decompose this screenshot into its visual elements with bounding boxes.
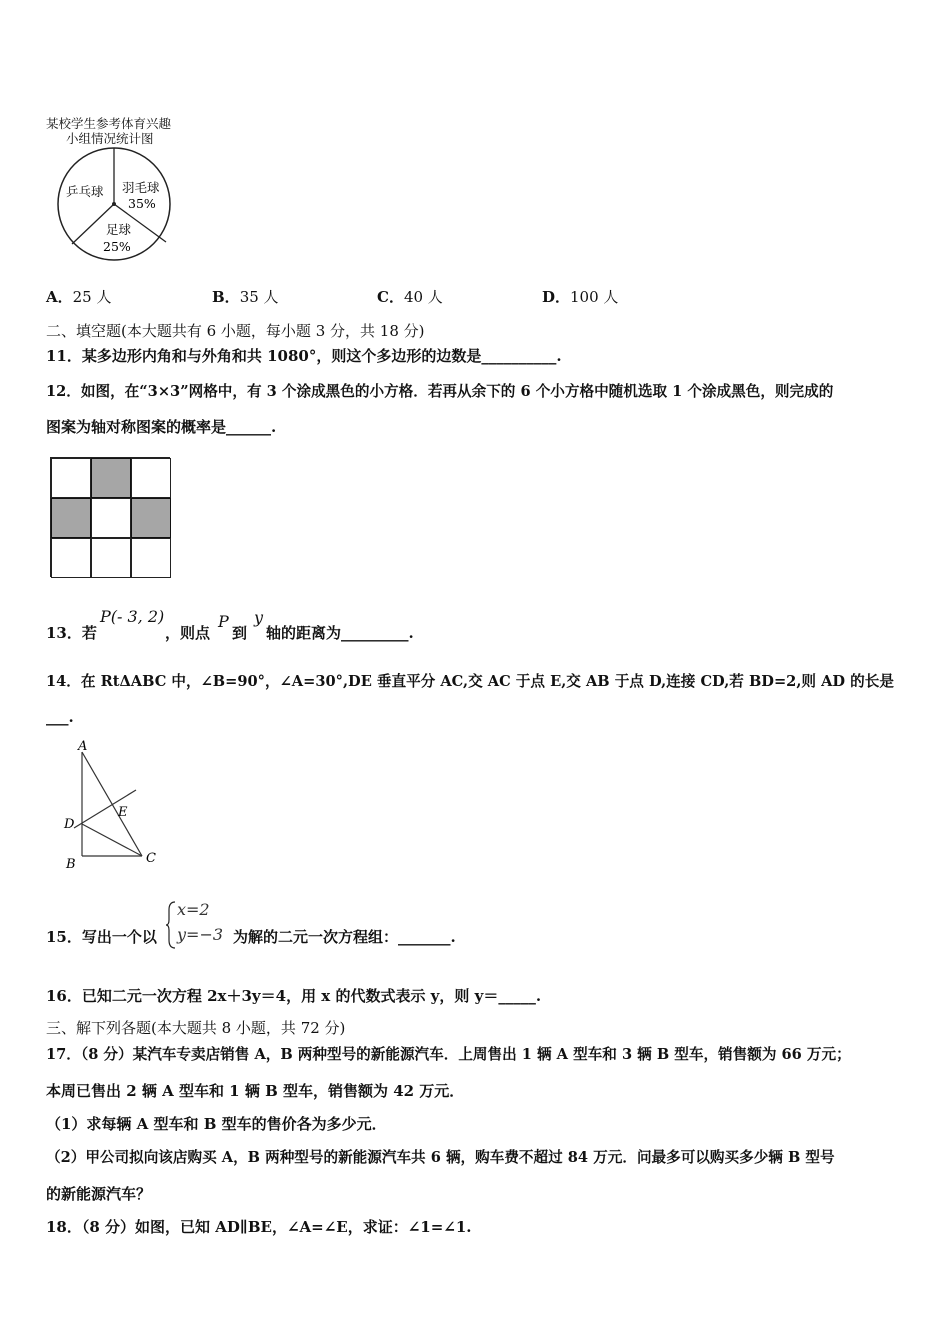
label-e: E bbox=[118, 805, 128, 820]
pie-label-badminton: 羽毛球 bbox=[122, 180, 160, 195]
grid-cell bbox=[131, 458, 171, 498]
q13 bbox=[46, 622, 97, 643]
q17-line2: 本周已售出 2 辆 A 型车和 1 辆 B 型车，销售额为 42 万元． bbox=[46, 1082, 465, 1100]
pie-label-football: 足球 bbox=[106, 222, 132, 237]
q13-prefix: 13．若 bbox=[46, 624, 97, 642]
q12-line2: 图案为轴对称图案的概率是______. bbox=[46, 418, 277, 436]
grid-cell bbox=[131, 498, 171, 538]
pie-label-football-pct: 25% bbox=[103, 239, 131, 254]
option-a-value: 25 人 bbox=[72, 288, 112, 306]
option-a bbox=[46, 286, 112, 307]
q13-mid1: ，则点 bbox=[165, 624, 211, 642]
label-d: D bbox=[64, 817, 75, 832]
grid-cell bbox=[91, 458, 131, 498]
grid-cell bbox=[51, 498, 91, 538]
grid-cell bbox=[51, 458, 91, 498]
q17-line1: 17．（8 分）某汽车专卖店销售 A，B 两种型号的新能源汽车．上周售出 1 辆 A 型车和 3 辆 B 型车，销售额为 66 万元； bbox=[46, 1046, 851, 1063]
q14-line2: ___. bbox=[46, 708, 74, 726]
q12-line1: 12．如图，在“3×3”网格中，有 3 个涂成黑色的小方格．若再从余下的 6 个小方格中随机选取 1 个涂成黑色，则完成的 bbox=[46, 383, 834, 400]
label-c: C bbox=[146, 851, 156, 866]
label-b: B bbox=[66, 857, 76, 870]
q16: 16．已知二元一次方程 2x＋3y＝4，用 x 的代数式表示 y，则 y＝_____. bbox=[46, 987, 542, 1005]
grid-3x3 bbox=[50, 457, 170, 577]
q18: 18．（8 分）如图，已知 AD∥BE，∠A=∠E，求证：∠1=∠1. bbox=[46, 1218, 472, 1236]
option-c-letter: C． bbox=[377, 288, 404, 306]
label-a: A bbox=[78, 739, 88, 754]
section3-heading: 三、解下列各题(本大题共 8 小题，共 72 分) bbox=[46, 1019, 346, 1037]
pie-chart bbox=[56, 146, 176, 266]
section2-heading: 二、填空题(本大题共有 6 小题，每小题 3 分，共 18 分) bbox=[46, 322, 425, 340]
q15-prefix: 15．写出一个以 bbox=[46, 928, 157, 946]
brace-icon bbox=[165, 900, 177, 950]
pie-label-pingpong: 乒乓球 bbox=[66, 184, 104, 199]
q13-p: P bbox=[218, 612, 229, 631]
grid-cell bbox=[131, 538, 171, 578]
option-d-value: 100 人 bbox=[570, 288, 619, 306]
option-c bbox=[377, 286, 443, 307]
pie-label-badminton-pct: 35% bbox=[128, 196, 156, 211]
option-d bbox=[542, 286, 618, 307]
pie-title-line1: 某校学生参考体育兴趣 bbox=[46, 116, 172, 131]
option-a-letter: A． bbox=[46, 288, 73, 306]
pie-title-line2: 小组情况统计图 bbox=[66, 131, 154, 146]
grid-cell bbox=[91, 538, 131, 578]
q13-point: P(- 3, 2) bbox=[100, 607, 165, 626]
q13-mid2: 到 bbox=[232, 624, 248, 642]
grid-cell bbox=[51, 538, 91, 578]
q13-y: y bbox=[254, 608, 264, 627]
option-b-value: 35 人 bbox=[239, 288, 279, 306]
option-c-value: 40 人 bbox=[403, 288, 443, 306]
option-b bbox=[212, 286, 279, 307]
q14-line1: 14．在 RtΔABC 中，∠B=90°，∠A=30°,DE 垂直平分 AC,交 AC 于点 E,交 AB 于点 D,连接 CD,若 BD=2,则 AD 的长是 bbox=[46, 673, 894, 690]
triangle-figure bbox=[58, 738, 168, 870]
q17-part2-line2: 的新能源汽车？ bbox=[46, 1185, 152, 1203]
q17-part2-line1: （2）甲公司拟向该店购买 A，B 两种型号的新能源汽车共 6 辆，购车费不超过 84 万元．问最多可以购买多少辆 B 型号 bbox=[46, 1149, 835, 1166]
q17-part1: （1）求每辆 A 型车和 B 型车的售价各为多少元． bbox=[46, 1115, 387, 1133]
option-d-letter: D． bbox=[542, 288, 571, 306]
pie-center bbox=[112, 202, 116, 206]
q13-suffix: 轴的距离为_________. bbox=[266, 624, 414, 642]
grid-cell bbox=[91, 498, 131, 538]
q15-eq2: y=−3 bbox=[177, 925, 224, 944]
q15-eq1: x=2 bbox=[177, 900, 210, 919]
q15-suffix: 为解的二元一次方程组：_______. bbox=[233, 928, 456, 946]
option-b-letter: B． bbox=[212, 288, 240, 306]
q11: 11．某多边形内角和与外角和共 1080°，则这个多边形的边数是__________. bbox=[46, 347, 562, 365]
